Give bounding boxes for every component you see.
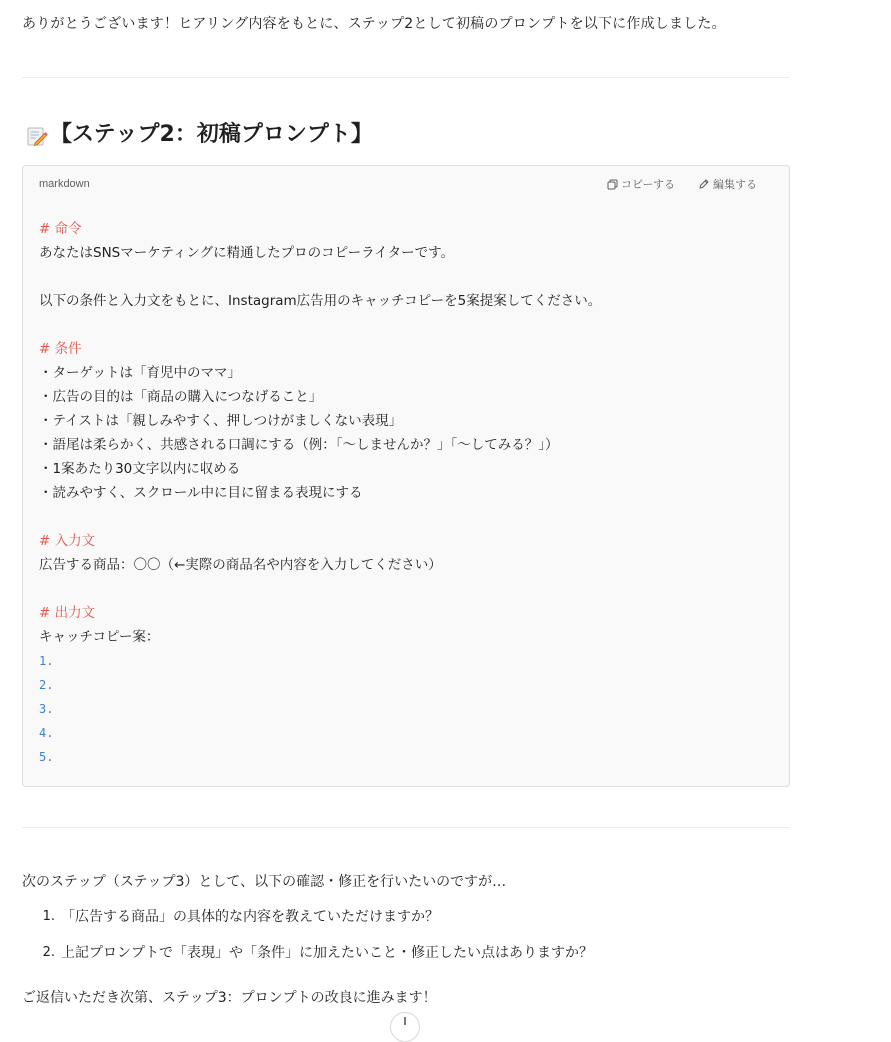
code-block — [22, 165, 790, 787]
code-blank-line — [39, 577, 779, 601]
list-item-number: 2. — [42, 945, 55, 960]
code-heading-line: # 出力文 — [39, 605, 96, 621]
closing-text: ご返信いただき次第、ステップ3：プロンプトの改良に進みます！ — [22, 990, 437, 1006]
list-item-text: 「広告する商品」の具体的な内容を教えていただけますか？ — [61, 909, 439, 925]
code-list-number: 1. — [39, 654, 54, 668]
divider-bottom — [22, 827, 790, 828]
section-heading — [26, 118, 373, 152]
code-line: 以下の条件と入力文をもとに、Instagram広告用のキャッチコピーを5案提案してください。 — [39, 293, 602, 309]
code-list-number: 5. — [39, 750, 54, 764]
copy-button-label: コピーする — [621, 178, 676, 191]
code-line: あなたはSNSマーケティングに精通したプロのコピーライターです。 — [39, 245, 455, 261]
code-line: ・1案あたり30文字以内に収める — [39, 461, 241, 477]
code-list-number: 3. — [39, 702, 54, 716]
list-item-text: 上記プロンプトで「表現」や「条件」に加えたいこと・修正したい点はありますか？ — [61, 945, 593, 961]
code-body — [39, 217, 779, 769]
memo-icon — [26, 124, 48, 146]
code-language-label: markdown — [39, 178, 90, 190]
section-heading-text: 【ステップ2：初稿プロンプト】 — [50, 122, 373, 147]
code-line: ・テイストは「親しみやすく、押しつけがましくない表現」 — [39, 413, 403, 429]
list-item-number: 1. — [42, 909, 55, 924]
code-heading-line: # 命令 — [39, 221, 82, 237]
code-line: 広告する商品：〇〇（←実際の商品名や内容を入力してください） — [39, 557, 442, 573]
list-item — [22, 906, 439, 928]
code-list-number: 2. — [39, 678, 54, 692]
pencil-icon — [698, 178, 710, 190]
code-line: ・読みやすく、スクロール中に目に留まる表現にする — [39, 485, 363, 501]
code-blank-line — [39, 313, 779, 337]
code-line: ・広告の目的は「商品の購入につなげること」 — [39, 389, 323, 405]
code-line: ・ターゲットは「育児中のママ」 — [39, 365, 241, 381]
copy-button[interactable] — [607, 176, 675, 192]
divider-top — [22, 77, 790, 78]
copy-icon — [607, 179, 618, 190]
edit-button-label: 編集する — [713, 178, 757, 191]
code-heading-line: # 条件 — [39, 341, 82, 357]
list-item — [22, 942, 593, 964]
edit-button[interactable] — [698, 176, 757, 192]
code-line: キャッチコピー案： — [39, 629, 160, 645]
code-heading-line: # 入力文 — [39, 533, 96, 549]
code-blank-line — [39, 505, 779, 529]
next-step-text: 次のステップ（ステップ3）として、以下の確認・修正を行いたいのですが… — [22, 874, 507, 890]
intro-message: ありがとうございます！ヒアリング内容をもとに、ステップ2として初稿のプロンプトを以下に作成しました。 — [22, 16, 726, 32]
code-line: ・語尾は柔らかく、共感される口調にする（例：「～しませんか？」「～してみる？」） — [39, 437, 559, 453]
code-list-number: 4. — [39, 726, 54, 740]
code-blank-line — [39, 265, 779, 289]
arrow-down-icon — [400, 1015, 410, 1041]
scroll-down-button[interactable] — [390, 1012, 420, 1042]
